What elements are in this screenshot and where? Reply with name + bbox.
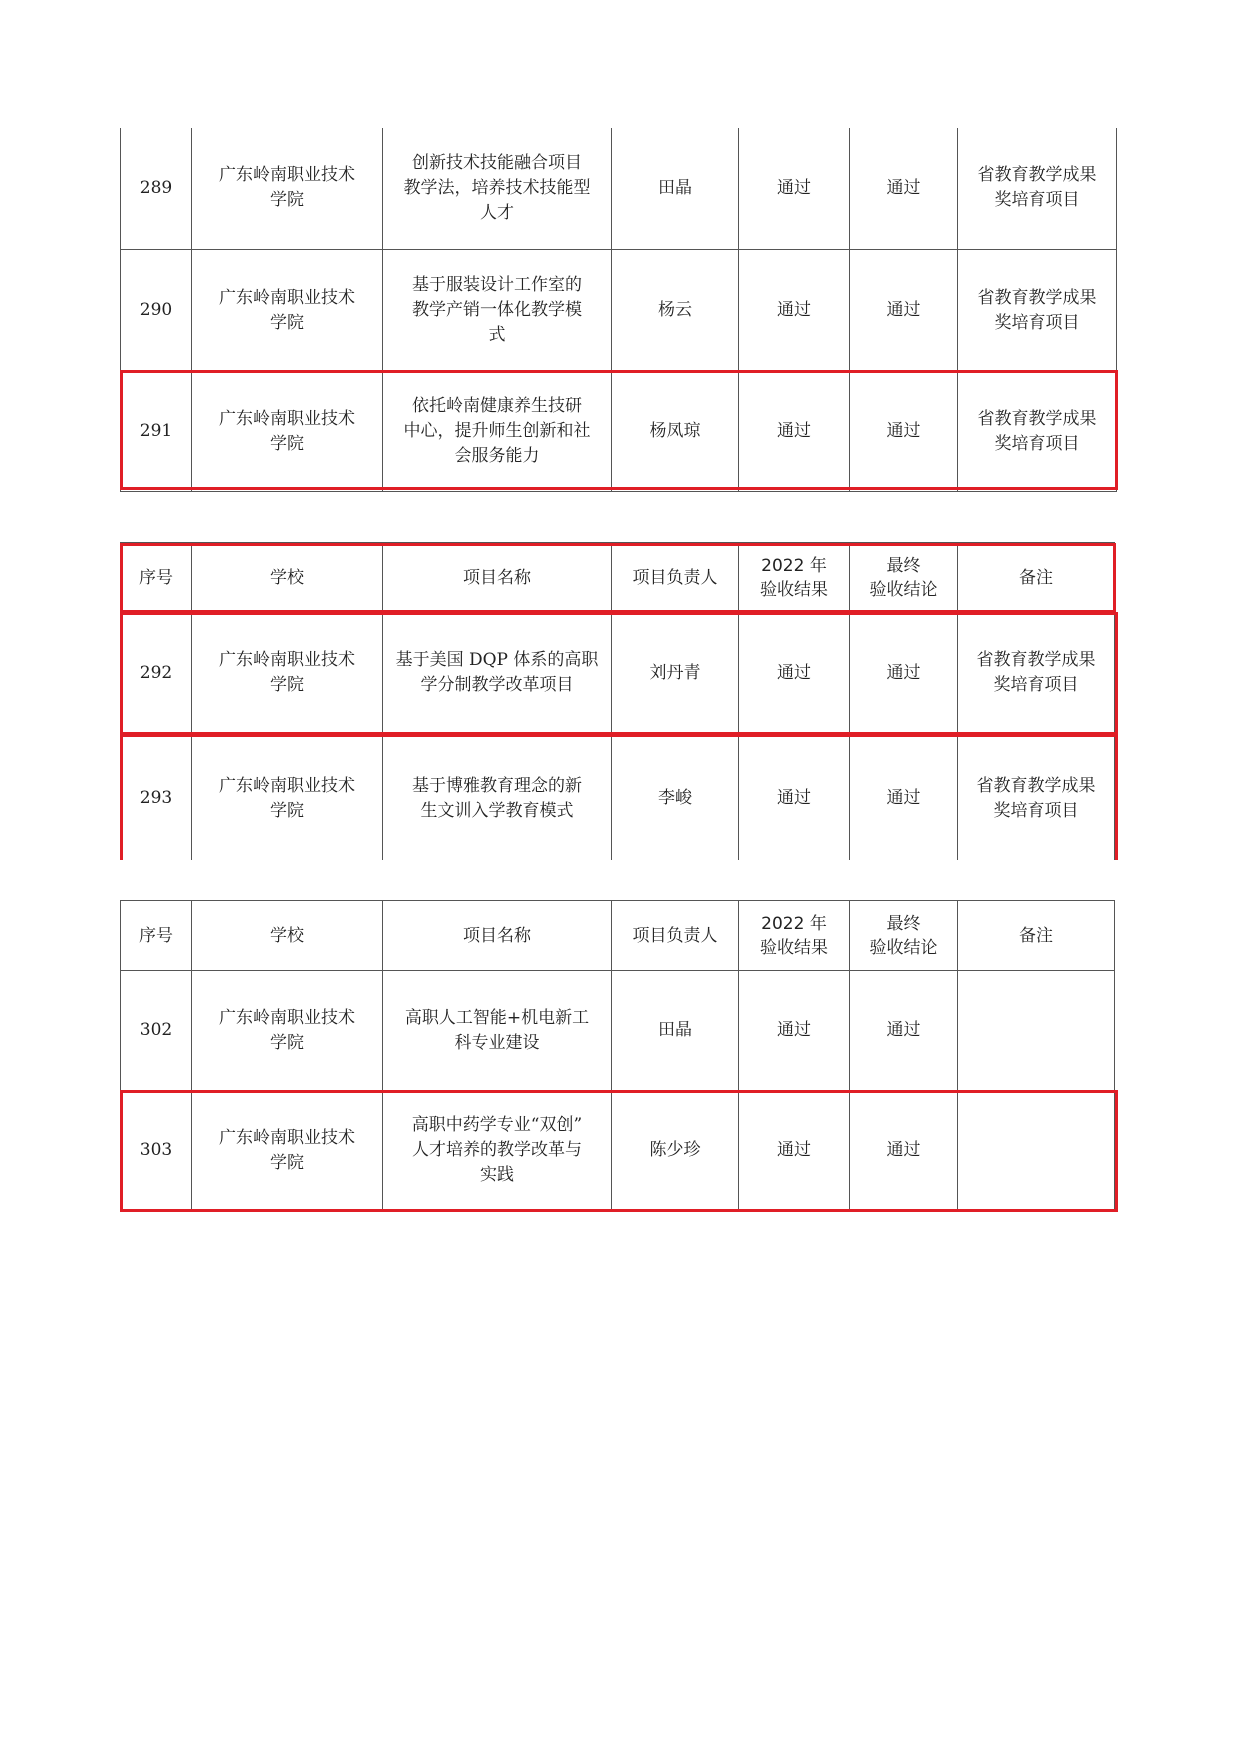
table-segment-2 xyxy=(118,542,1118,860)
project-cell: 基于服装设计工作室的 教学产销一体化教学模 式 xyxy=(383,250,612,372)
header-leader: 项目负责人 xyxy=(612,901,739,971)
leader-cell: 刘丹青 xyxy=(612,613,739,734)
table-row xyxy=(121,1091,1115,1211)
result-cell: 通过 xyxy=(739,250,850,372)
header-school: 学校 xyxy=(192,901,383,971)
header-school: 学校 xyxy=(192,543,383,613)
result-cell: 通过 xyxy=(739,372,850,492)
final-cell: 通过 xyxy=(850,613,958,734)
result-cell: 通过 xyxy=(739,128,850,250)
final-cell: 通过 xyxy=(850,734,958,861)
table-row xyxy=(121,613,1115,734)
table-header-row xyxy=(121,901,1115,971)
leader-cell: 杨云 xyxy=(612,250,739,372)
seq-cell: 292 xyxy=(121,613,192,734)
seq-cell: 293 xyxy=(121,734,192,861)
seq-cell: 290 xyxy=(121,250,192,372)
final-cell: 通过 xyxy=(850,372,958,492)
header-note: 备注 xyxy=(958,543,1115,613)
header-result-2022: 2022 年 验收结果 xyxy=(739,901,850,971)
header-result-2022: 2022 年 验收结果 xyxy=(739,543,850,613)
leader-cell: 田晶 xyxy=(612,971,739,1091)
school-cell: 广东岭南职业技术 学院 xyxy=(192,372,383,492)
header-final: 最终 验收结论 xyxy=(850,901,958,971)
note-cell: 省教育教学成果 奖培育项目 xyxy=(958,613,1115,734)
project-cell: 基于博雅教育理念的新 生文训入学教育模式 xyxy=(383,734,612,861)
header-seq: 序号 xyxy=(121,543,192,613)
table-row xyxy=(121,250,1117,372)
leader-cell: 李峻 xyxy=(612,734,739,861)
page-mask xyxy=(110,860,1130,900)
note-cell xyxy=(958,971,1115,1091)
header-note: 备注 xyxy=(958,901,1115,971)
school-cell: 广东岭南职业技术 学院 xyxy=(192,128,383,250)
result-cell: 通过 xyxy=(739,971,850,1091)
note-cell: 省教育教学成果 奖培育项目 xyxy=(958,372,1117,492)
header-leader: 项目负责人 xyxy=(612,543,739,613)
leader-cell: 杨凤琼 xyxy=(612,372,739,492)
final-cell: 通过 xyxy=(850,971,958,1091)
school-cell: 广东岭南职业技术 学院 xyxy=(192,1091,383,1211)
table-row xyxy=(121,372,1117,492)
result-cell: 通过 xyxy=(739,1091,850,1211)
project-cell: 创新技术技能融合项目 教学法，培养技术技能型 人才 xyxy=(383,128,612,250)
school-cell: 广东岭南职业技术 学院 xyxy=(192,250,383,372)
header-project: 项目名称 xyxy=(383,901,612,971)
leader-cell: 田晶 xyxy=(612,128,739,250)
project-cell: 依托岭南健康养生技研 中心，提升师生创新和社 会服务能力 xyxy=(383,372,612,492)
table-header-row xyxy=(121,543,1115,613)
note-cell: 省教育教学成果 奖培育项目 xyxy=(958,128,1117,250)
note-cell: 省教育教学成果 奖培育项目 xyxy=(958,734,1115,861)
header-seq: 序号 xyxy=(121,901,192,971)
school-cell: 广东岭南职业技术 学院 xyxy=(192,613,383,734)
seq-cell: 289 xyxy=(121,128,192,250)
school-cell: 广东岭南职业技术 学院 xyxy=(192,971,383,1091)
note-cell: 省教育教学成果 奖培育项目 xyxy=(958,250,1117,372)
final-cell: 通过 xyxy=(850,250,958,372)
table-row xyxy=(121,128,1117,250)
result-cell: 通过 xyxy=(739,734,850,861)
school-cell: 广东岭南职业技术 学院 xyxy=(192,734,383,861)
header-final: 最终 验收结论 xyxy=(850,543,958,613)
project-cell: 高职中药学专业“双创” 人才培养的教学改革与 实践 xyxy=(383,1091,612,1211)
seq-cell: 303 xyxy=(121,1091,192,1211)
project-cell: 基于美国 DQP 体系的高职 学分制教学改革项目 xyxy=(383,613,612,734)
header-project: 项目名称 xyxy=(383,543,612,613)
table-segment-1 xyxy=(118,128,1118,492)
project-cell: 高职人工智能+机电新工 科专业建设 xyxy=(383,971,612,1091)
table-segment-3 xyxy=(118,900,1118,1212)
final-cell: 通过 xyxy=(850,128,958,250)
result-cell: 通过 xyxy=(739,613,850,734)
leader-cell: 陈少珍 xyxy=(612,1091,739,1211)
seq-cell: 302 xyxy=(121,971,192,1091)
final-cell: 通过 xyxy=(850,1091,958,1211)
seq-cell: 291 xyxy=(121,372,192,492)
table-row xyxy=(121,971,1115,1091)
note-cell xyxy=(958,1091,1115,1211)
table-row xyxy=(121,734,1115,861)
